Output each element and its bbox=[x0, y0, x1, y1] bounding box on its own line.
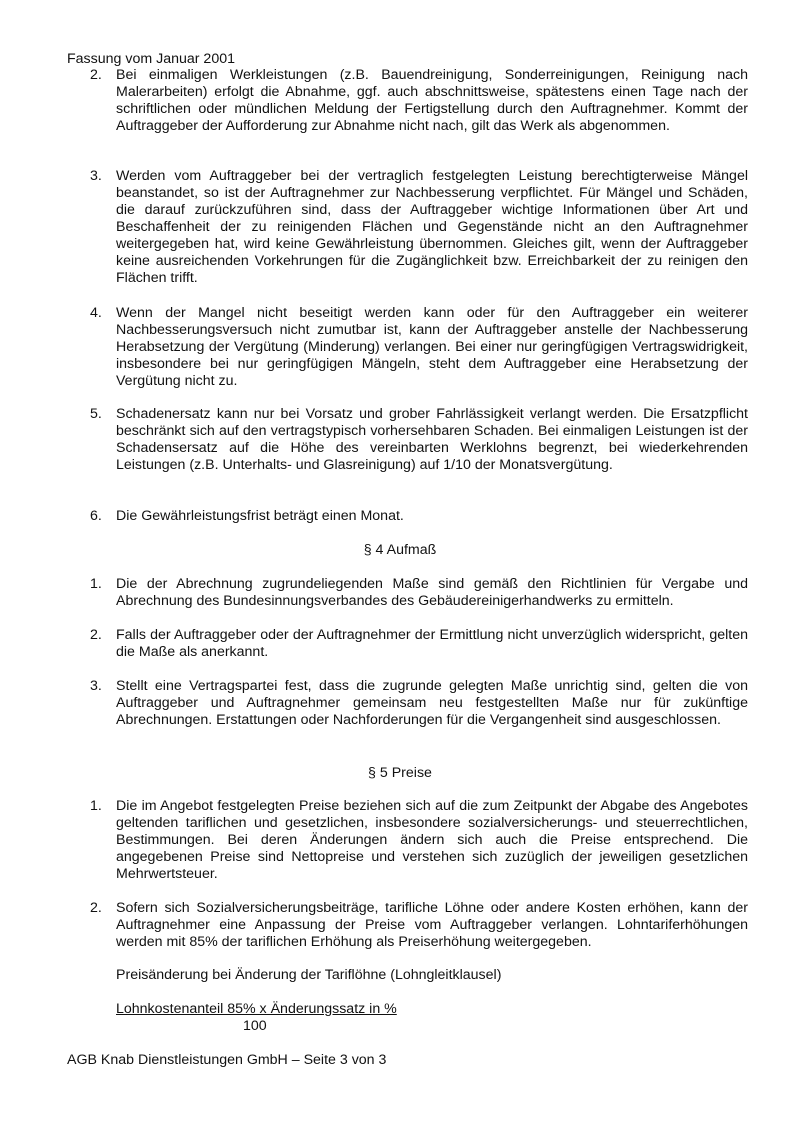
item-number: 3. bbox=[90, 678, 102, 694]
item-number: 5. bbox=[90, 406, 102, 422]
item-text: Wenn der Mangel nicht beseitigt werden kann oder für den Auftraggeber ein weiterer Nachbesserungsversuch nicht zumutbar ist, kann der Auftraggeber anstelle der Nachbesserung Herabsetzung der Vergütung (Minderung) verlangen. Bei einer nur geringfügigen Vertragswidrigkeit, insbesondere bei nur geringfügigen Mängeln, steht dem Auftraggeber eine Herabsetzung der Vergütung nicht zu. bbox=[116, 305, 748, 389]
item-text: Falls der Auftraggeber oder der Auftragnehmer der Ermittlung nicht unverzüglich widerspricht, gelten die Maße als anerkannt. bbox=[116, 627, 748, 660]
item-text: Werden vom Auftraggeber bei der vertraglich festgelegten Leistung berechtigterweise Mängel beanstandet, so ist der Auftragnehmer zur Nachbesserung verpflichtet. Für Mängel und Schäden, die darauf zurückzuführen sind, dass der Auftraggeber wichtige Informationen über Art und Beschaffenheit der zu reinigenden Flächen und Gegenstände nicht an den Auftragnehmer weitergegeben hat, wird keine Gewährleistung übernommen. Gleiches gilt, wenn der Auftraggeber keine ausreichenden Vorkehrungen für die Zugänglichkeit bzw. Erreichbarkeit der zu reinigen den Flächen trifft. bbox=[116, 168, 748, 286]
item-text: Schadenersatz kann nur bei Vorsatz und grober Fahrlässigkeit verlangt werden. Die Ersatzpflicht beschränkt sich auf den vertragstypisch vorhersehbaren Schaden. Bei einmaligen Leistungen ist der Schadensersatz auf die Höhe des vereinbarten Werklohns begrenzt, bei wiederkehrenden Leistungen (z.B. Unterhalts- und Glasreinigung) auf 1/10 der Monatsvergütung. bbox=[116, 406, 748, 473]
item-number: 1. bbox=[90, 798, 102, 814]
item-number: 1. bbox=[90, 576, 102, 592]
clause-title: Preisänderung bei Änderung der Tariflöhne (Lohngleitklausel) bbox=[116, 967, 502, 983]
list-item bbox=[90, 67, 748, 135]
item-number: 2. bbox=[90, 67, 102, 83]
formula-denominator: 100 bbox=[243, 1018, 267, 1034]
list-item bbox=[90, 168, 748, 287]
section-heading-preise: § 5 Preise bbox=[368, 765, 432, 781]
price-formula bbox=[116, 1001, 397, 1035]
item-text: Die der Abrechnung zugrundeliegenden Maße sind gemäß den Richtlinien für Vergabe und Abrechnung des Bundesinnungsverbandes des Gebäudereinigerhandwerks zu ermitteln. bbox=[116, 576, 748, 609]
item-number: 2. bbox=[90, 900, 102, 916]
item-number: 3. bbox=[90, 168, 102, 184]
item-text: Stellt eine Vertragspartei fest, dass die zugrunde gelegten Maße unrichtig sind, gelten die von Auftraggeber und Auftragnehmer gemeinsam neu festgestellten Maße nur für zukünftige Abrechnungen. Erstattungen oder Nachforderungen für die Vergangenheit sind ausgeschlossen. bbox=[116, 678, 748, 728]
item-number: 2. bbox=[90, 627, 102, 643]
list-item bbox=[90, 576, 748, 610]
item-number: 4. bbox=[90, 305, 102, 321]
item-text: Die im Angebot festgelegten Preise beziehen sich auf die zum Zeitpunkt der Abgabe des Angebotes geltenden tariflichen und gesetzlichen, insbesondere sozialversicherungs- und steuerrechtlichen, Bestimmungen. Bei deren Änderungen ändern sich auch die Preise entsprechend. Die angegebenen Preise sind Nettopreise und verstehen sich zuzüglich der jeweiligen gesetzlichen Mehrwertsteuer. bbox=[116, 798, 748, 882]
list-item bbox=[90, 678, 748, 729]
list-item bbox=[90, 305, 748, 390]
list-item bbox=[90, 627, 748, 661]
formula-numerator: Lohnkostenanteil 85% x Änderungssatz in % bbox=[116, 1001, 397, 1017]
version-line: Fassung vom Januar 2001 bbox=[67, 51, 235, 67]
page-footer: AGB Knab Dienstleistungen GmbH – Seite 3 von 3 bbox=[67, 1052, 387, 1068]
item-number: 6. bbox=[90, 508, 102, 524]
list-item bbox=[90, 798, 748, 883]
item-text: Bei einmaligen Werkleistungen (z.B. Bauendreinigung, Sonderreinigungen, Reinigung nach Malerarbeiten) erfolgt die Abnahme, ggf. auch abschnittsweise, spätestens einen Tage nach der schriftlichen oder mündlichen Meldung der Fertigstellung durch den Auftragnehmer. Kommt der Auftraggeber der Aufforderung zur Abnahme nicht nach, gilt das Werk als abgenommen. bbox=[116, 67, 748, 134]
list-item bbox=[90, 508, 748, 525]
list-item bbox=[90, 406, 748, 474]
item-text: Sofern sich Sozialversicherungsbeiträge, tarifliche Löhne oder andere Kosten erhöhen, kann der Auftragnehmer eine Anpassung der Preise vom Auftraggeber verlangen. Lohntariferhöhungen werden mit 85% der tariflichen Erhöhung als Preiserhöhung weitergegeben. bbox=[116, 900, 748, 950]
list-item bbox=[90, 900, 748, 951]
section-heading-aufmass: § 4 Aufmaß bbox=[363, 542, 437, 558]
item-text: Die Gewährleistungsfrist beträgt einen Monat. bbox=[116, 508, 404, 524]
